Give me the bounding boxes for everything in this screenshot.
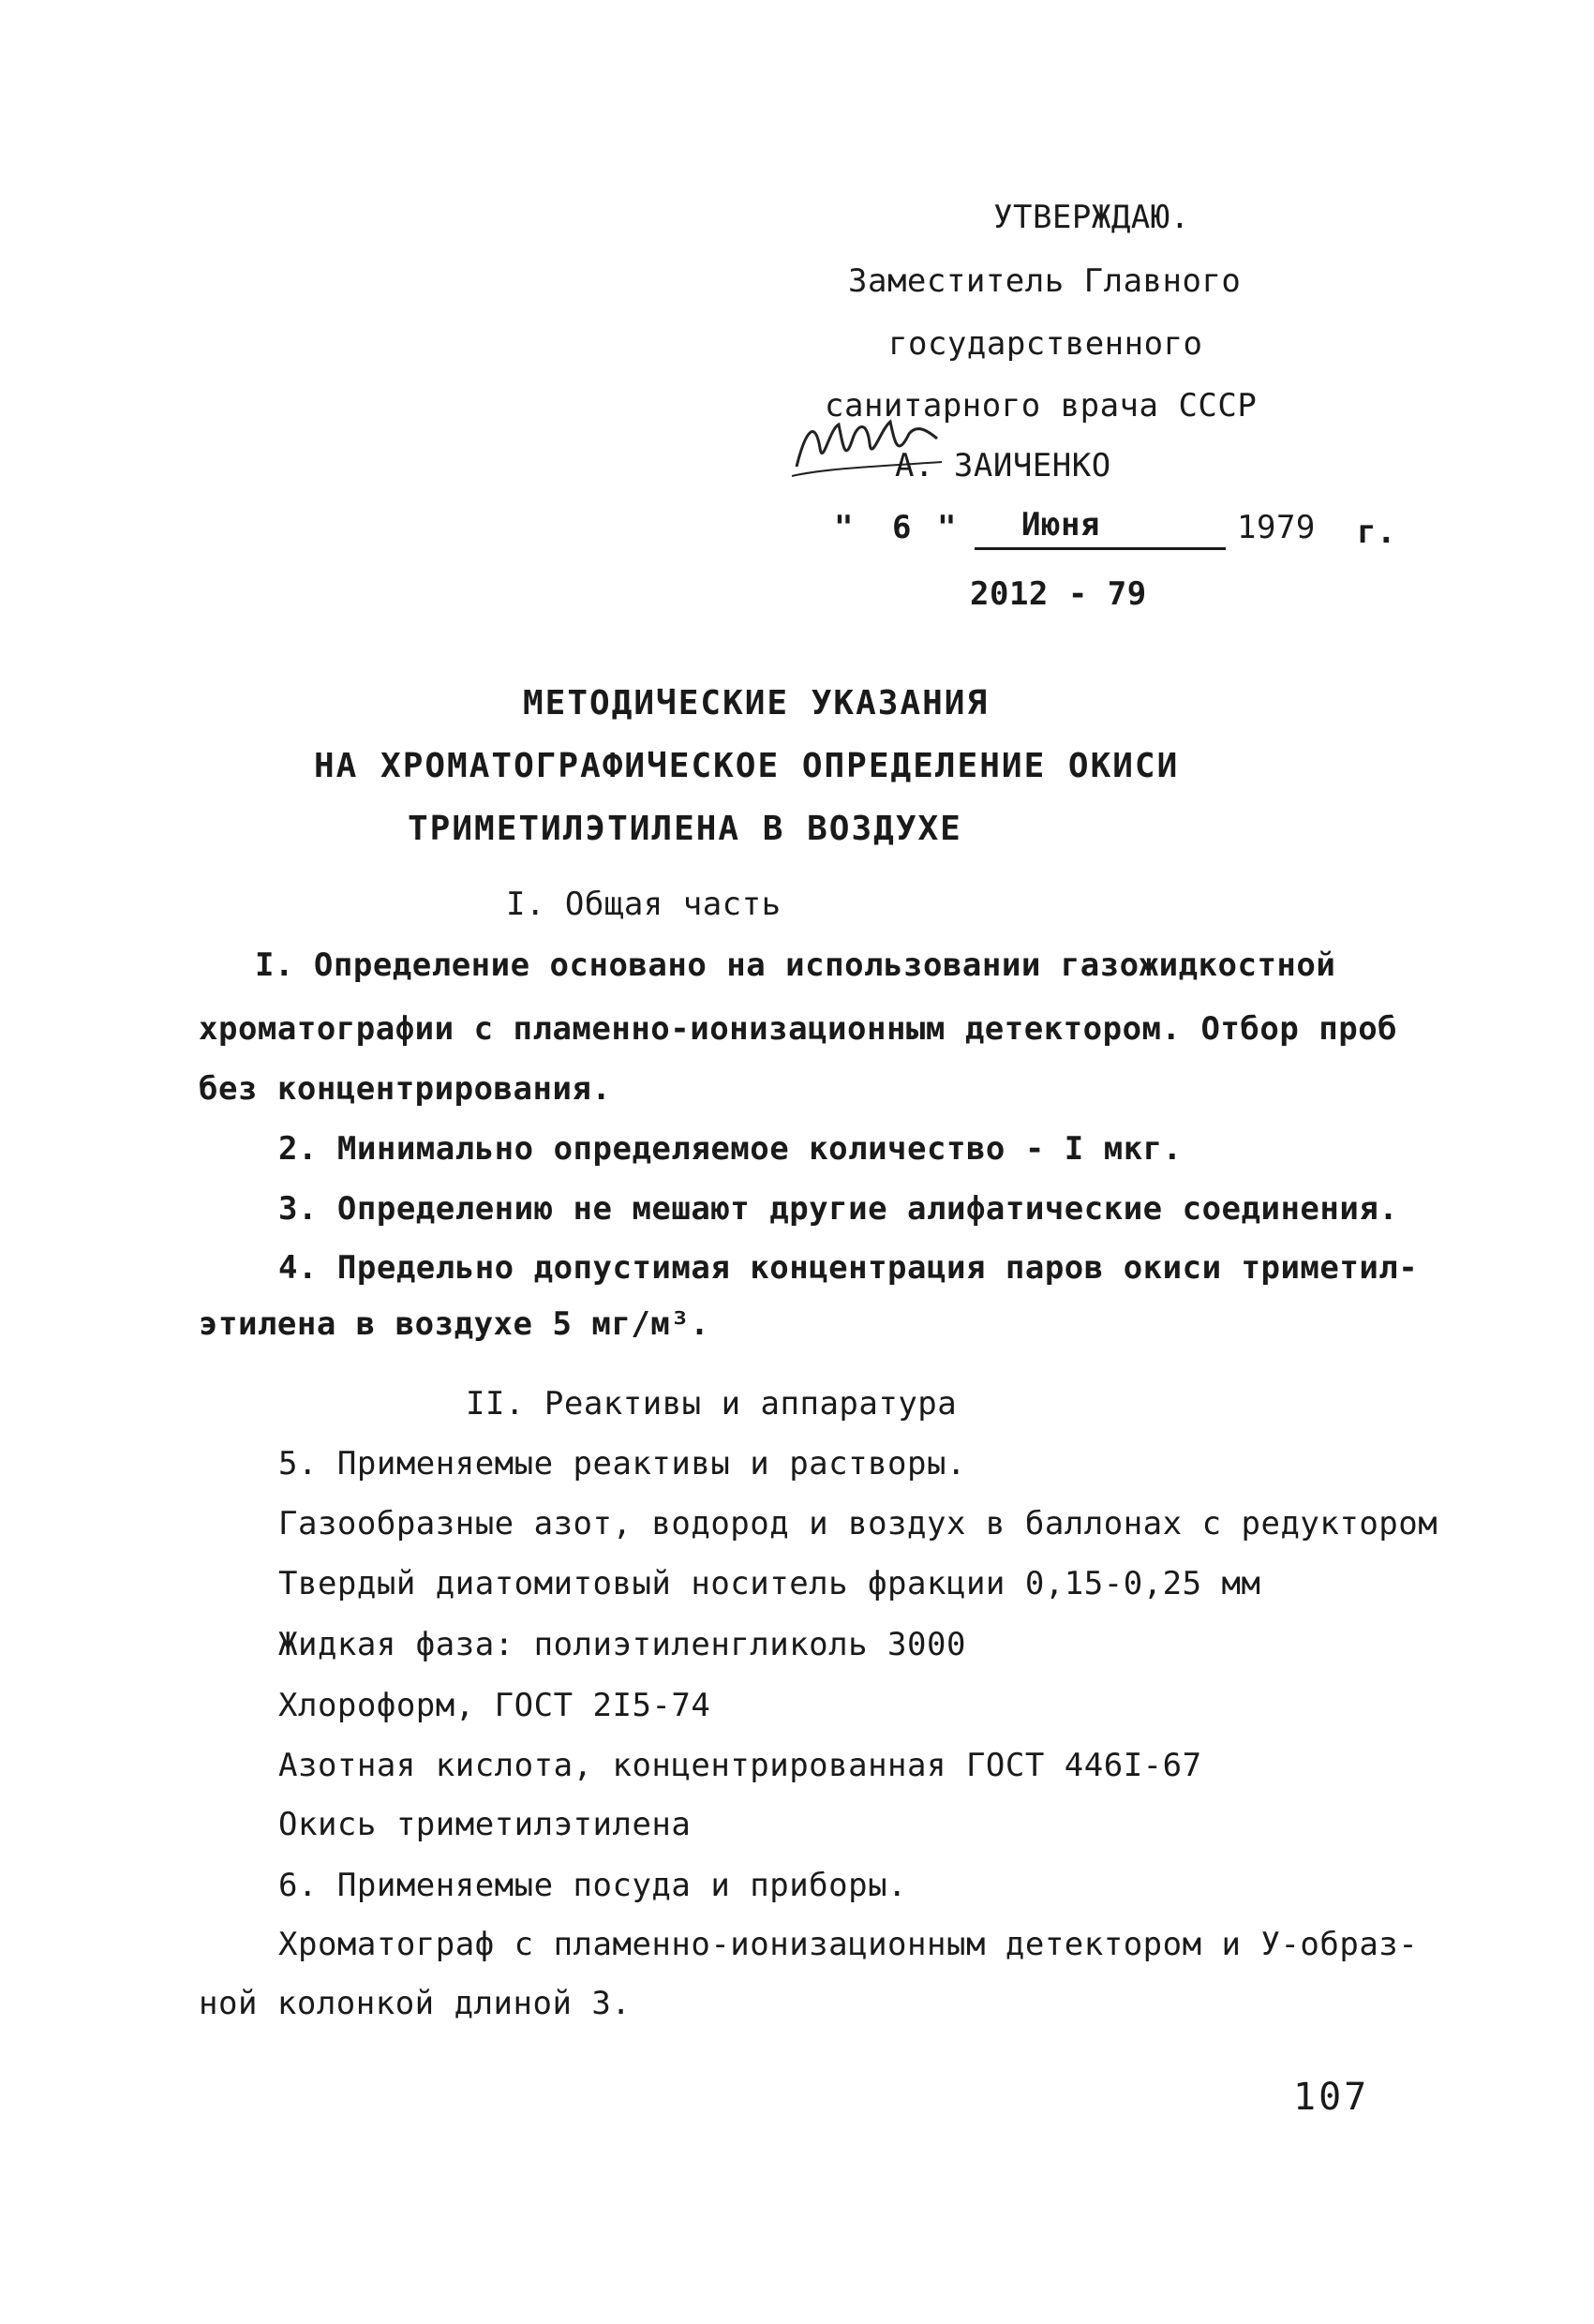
reagent-liquid-phase: Жидкая фаза: полиэтиленгликоль 3000 (278, 1626, 966, 1663)
reagent-carrier: Твердый диатомитовый носитель фракции 0,15-0,25 мм (278, 1565, 1261, 1602)
section1-p4-line2: этилена в воздухе 5 мг/м³. (199, 1305, 710, 1343)
reagent-nitric-acid: Азотная кислота, концентрированная ГОСТ 446I-67 (278, 1747, 1202, 1784)
reagent-oxide: Окись триметилэтилена (278, 1806, 692, 1843)
apparatus-line2: ной колонкой длиной 3. (199, 1985, 632, 2022)
approval-date-day: 6 (892, 509, 912, 546)
page-number: 107 (1293, 2076, 1370, 2119)
approval-date-open-quote: " (834, 509, 854, 546)
approval-position-line2: государственного (888, 325, 1203, 363)
title-line1: МЕТОДИЧЕСКИЕ УКАЗАНИЯ (523, 684, 990, 723)
section2-p5: 5. Применяемые реактивы и растворы. (278, 1445, 966, 1482)
approval-date-month: Июня (1021, 506, 1100, 544)
approval-date-close-quote: " (937, 509, 957, 546)
approval-date-suffix: г. (1357, 514, 1396, 551)
approval-date-underline (975, 547, 1226, 550)
approval-name: А. ЗАИЧЕНКО (895, 447, 1111, 484)
approval-position-line3: санитарного врача СССР (825, 387, 1258, 425)
section1-p2: 2. Минимально определяемое количество - I мкг. (278, 1130, 1183, 1168)
section1-p4-line1: 4. Предельно допустимая концентрация паров окиси триметил- (278, 1249, 1419, 1287)
section2-p6: 6. Применяемые посуда и приборы. (278, 1867, 908, 1904)
approval-position-line1: Заместитель Главного (848, 262, 1242, 300)
approval-heading: УТВЕРЖДАЮ. (993, 199, 1190, 236)
title-line2: НА ХРОМАТОГРАФИЧЕСКОЕ ОПРЕДЕЛЕНИЕ ОКИСИ (314, 747, 1180, 785)
section1-p1-line1: I. Определение основано на использовании газожидкостной (255, 946, 1336, 984)
reagent-gases: Газообразные азот, водород и воздух в баллонах с редуктором (278, 1505, 1438, 1542)
approval-date-year: 1979 (1237, 509, 1316, 546)
section1-heading: I. Общая часть (506, 886, 782, 923)
title-line3: ТРИМЕТИЛЭТИЛЕНА В ВОЗДУХЕ (408, 810, 962, 848)
section1-p1-line2: хроматографии с пламенно-ионизационным детектором. Отбор проб (199, 1010, 1398, 1048)
document-number: 2012 - 79 (970, 575, 1147, 613)
section1-p3: 3. Определению не мешают другие алифатические соединения. (278, 1190, 1399, 1228)
reagent-chloroform: Хлороформ, ГОСТ 2I5-74 (278, 1687, 711, 1724)
apparatus-line1: Хроматограф с пламенно-ионизационным детектором и У-образ- (278, 1926, 1419, 1963)
section1-p1-line3: без концентрирования. (199, 1070, 612, 1108)
section2-heading: II. Реактивы и аппаратура (466, 1385, 958, 1423)
